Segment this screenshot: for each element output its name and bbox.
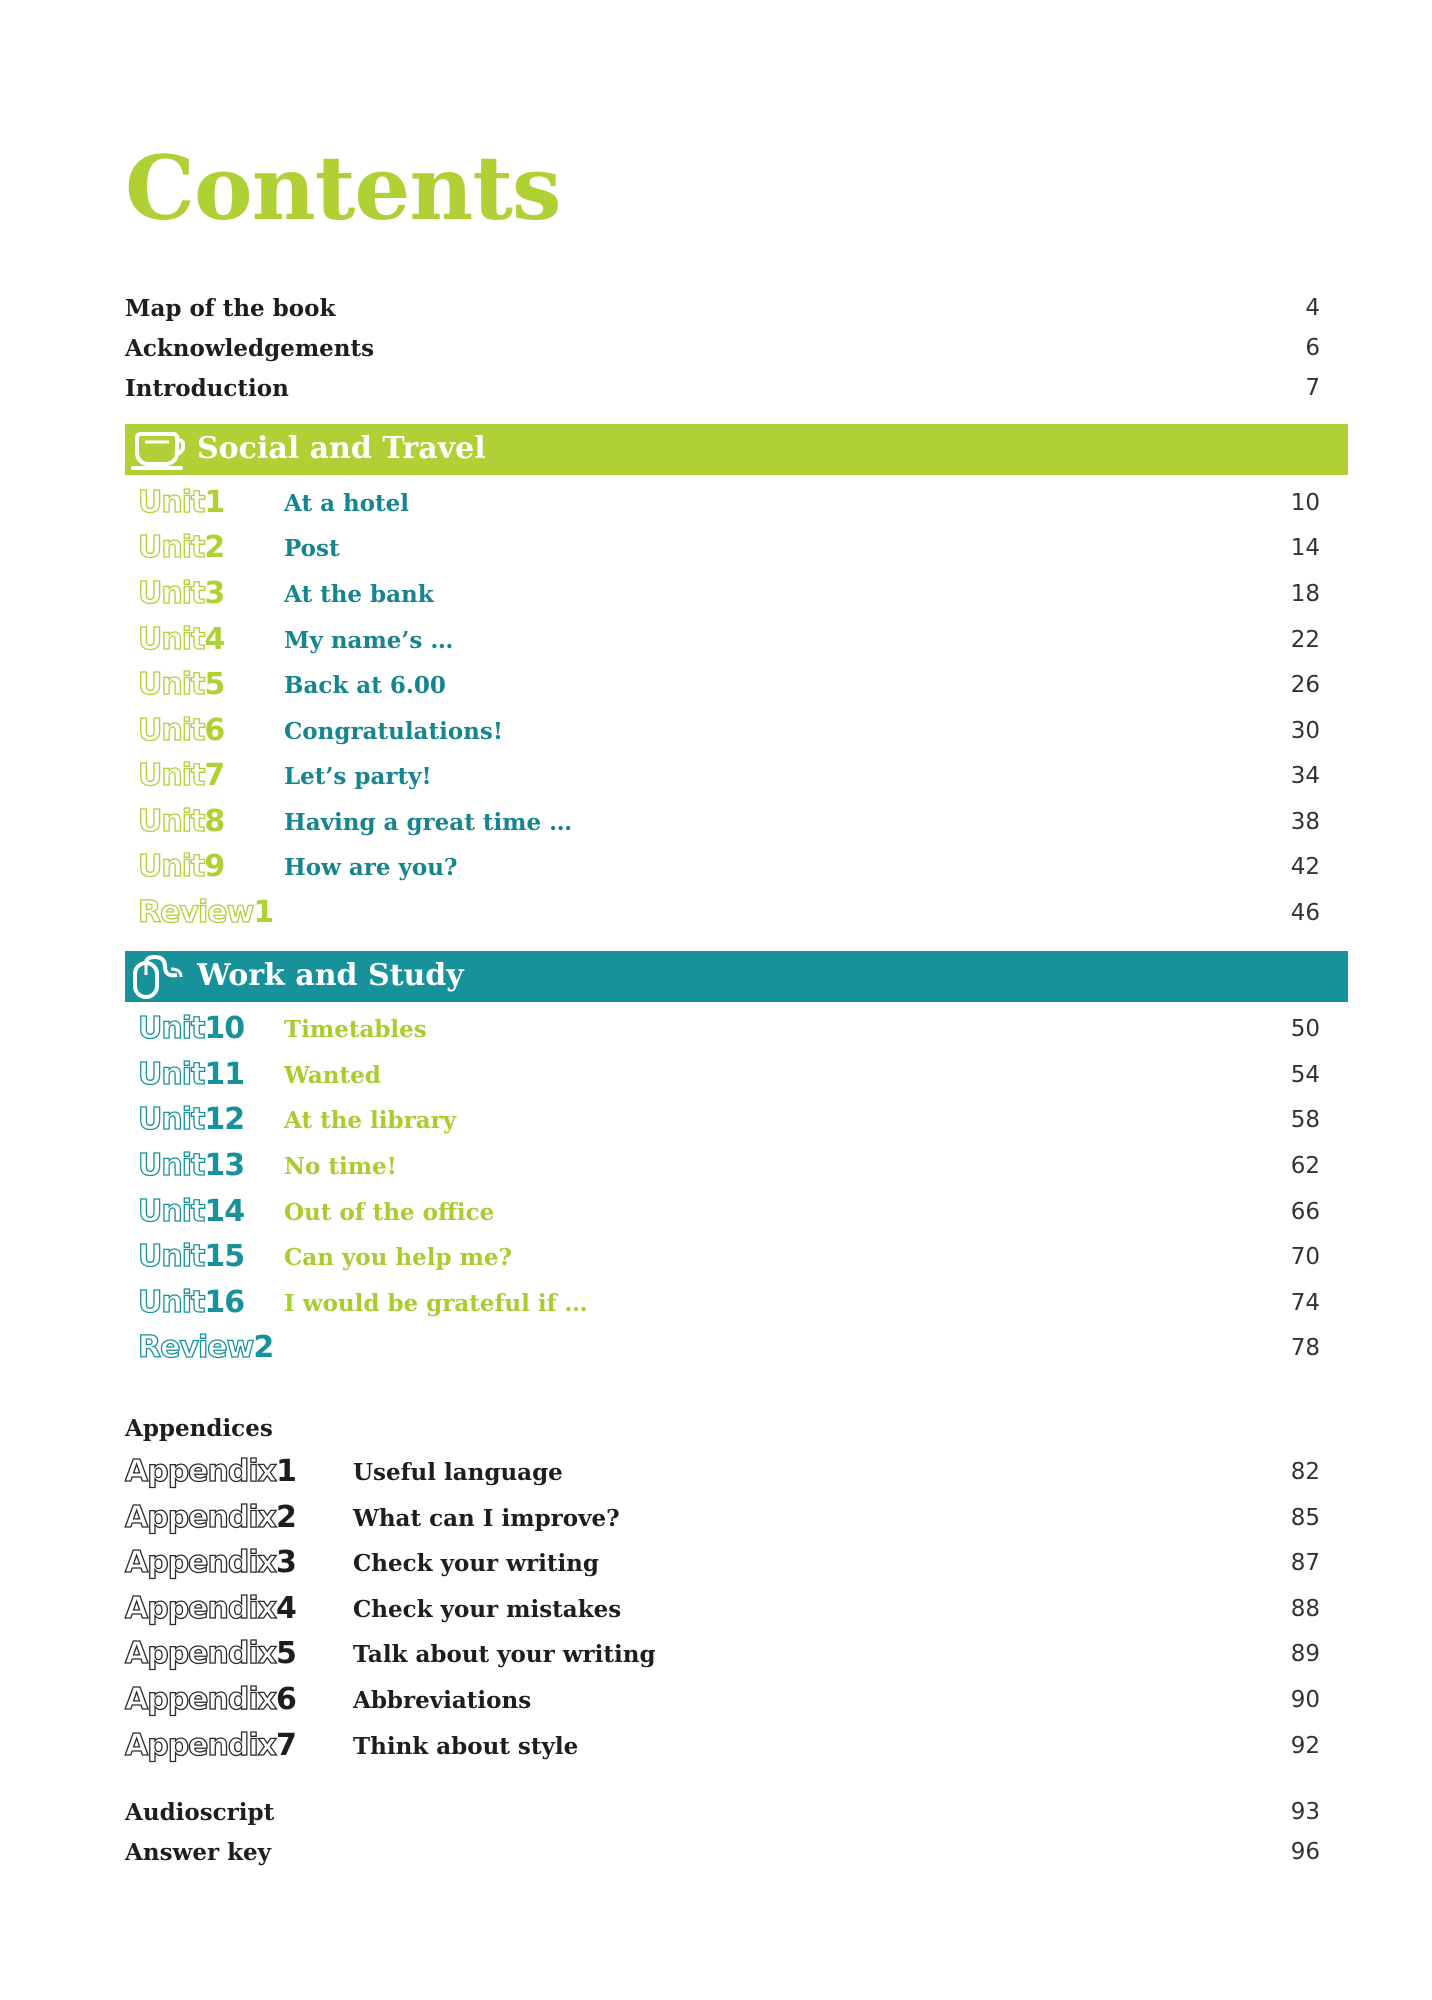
unit-number: Unit10 [138,1011,245,1046]
unit-row-13[interactable] [138,1146,1320,1190]
unit-number: Unit3 [138,576,225,611]
unit-page: 62 [1290,1153,1320,1179]
unit-row-5[interactable] [138,665,1320,709]
unit-row-1[interactable] [138,483,1320,527]
appendix-row-5[interactable] [125,1634,1320,1678]
unit-number: Unit15 [138,1239,245,1274]
unit-page: 54 [1290,1062,1320,1088]
appendix-row-3[interactable] [125,1543,1320,1587]
appendices-heading [125,1408,1320,1448]
review-row-1[interactable] [138,893,1320,937]
cup-icon [131,428,185,472]
unit-row-9[interactable] [138,847,1320,891]
unit-row-6[interactable] [138,711,1320,755]
unit-page: 46 [1290,900,1320,926]
unit-title: Can you help me? [284,1244,513,1271]
appendix-row-4[interactable] [125,1589,1320,1633]
unit-page: 38 [1290,809,1320,835]
unit-page: 78 [1290,1335,1320,1361]
unit-number: Unit7 [138,758,225,793]
toc-entry-label: Audioscript [125,1799,275,1826]
unit-row-14[interactable] [138,1192,1320,1236]
unit-page: 22 [1290,627,1320,653]
unit-number: Unit11 [138,1057,245,1092]
review-number: Review1 [138,895,274,930]
unit-row-3[interactable] [138,574,1320,618]
unit-page: 18 [1290,581,1320,607]
unit-number: Unit16 [138,1285,245,1320]
appendix-number: Appendix4 [125,1591,296,1626]
unit-row-10[interactable] [138,1009,1320,1053]
unit-row-11[interactable] [138,1055,1320,1099]
appendix-title: Useful language [353,1459,563,1486]
unit-title: My name’s … [284,627,454,654]
unit-page: 70 [1290,1244,1320,1270]
toc-entry-answer-key[interactable] [125,1832,1320,1872]
appendix-title: Abbreviations [353,1687,532,1714]
unit-page: 34 [1290,763,1320,789]
toc-entry-label: Map of the book [125,295,336,322]
toc-entry-page: 93 [1290,1799,1320,1825]
unit-page: 42 [1290,854,1320,880]
appendix-number: Appendix5 [125,1636,296,1671]
toc-entry-audioscript[interactable] [125,1792,1320,1832]
appendix-row-6[interactable] [125,1680,1320,1724]
appendix-number: Appendix2 [125,1500,296,1535]
unit-page: 50 [1290,1016,1320,1042]
unit-page: 66 [1290,1199,1320,1225]
unit-row-2[interactable] [138,528,1320,572]
unit-page: 30 [1290,718,1320,744]
section-title: Work and Study [197,958,464,993]
appendix-title: Talk about your writing [353,1641,656,1668]
toc-entry-page: 7 [1305,375,1320,401]
toc-entry-label: Acknowledgements [125,335,375,362]
review-row-2[interactable] [138,1328,1320,1372]
appendix-page: 90 [1290,1687,1320,1713]
appendix-number: Appendix7 [125,1728,296,1763]
appendix-row-1[interactable] [125,1452,1320,1496]
unit-title: Out of the office [284,1199,495,1226]
unit-row-16[interactable] [138,1283,1320,1327]
appendix-number: Appendix1 [125,1454,296,1489]
unit-title: Post [284,535,340,562]
unit-number: Unit2 [138,530,225,565]
section-title: Social and Travel [197,431,486,466]
unit-title: I would be grateful if … [284,1290,588,1317]
toc-entry-label: Introduction [125,375,289,402]
unit-number: Unit12 [138,1102,245,1137]
unit-number: Unit6 [138,713,225,748]
toc-entry-map-of-the-book[interactable] [125,288,1320,328]
unit-number: Unit13 [138,1148,245,1183]
unit-title: How are you? [284,854,458,881]
unit-title: No time! [284,1153,397,1180]
unit-title: Timetables [284,1016,427,1043]
unit-number: Unit4 [138,622,225,657]
appendices-heading-label: Appendices [125,1415,273,1442]
toc-entry-page: 4 [1305,295,1320,321]
unit-title: Back at 6.00 [284,672,446,699]
appendix-title: What can I improve? [353,1505,620,1532]
appendix-title: Think about style [353,1733,579,1760]
mouse-icon [131,955,185,999]
appendix-page: 87 [1290,1550,1320,1576]
appendix-page: 89 [1290,1641,1320,1667]
toc-entry-page: 6 [1305,335,1320,361]
appendix-row-7[interactable] [125,1726,1320,1770]
unit-title: At a hotel [284,490,410,517]
unit-number: Unit9 [138,849,225,884]
unit-title: Wanted [284,1062,381,1089]
review-number: Review2 [138,1330,274,1365]
unit-page: 58 [1290,1107,1320,1133]
appendix-number: Appendix3 [125,1545,296,1580]
toc-entry-page: 96 [1290,1839,1320,1865]
toc-entry-acknowledgements[interactable] [125,328,1320,368]
appendix-page: 82 [1290,1459,1320,1485]
unit-number: Unit8 [138,804,225,839]
appendix-page: 85 [1290,1505,1320,1531]
appendix-title: Check your mistakes [353,1596,622,1623]
unit-title: Having a great time … [284,809,573,836]
unit-number: Unit5 [138,667,225,702]
toc-entry-introduction[interactable] [125,368,1320,408]
unit-page: 10 [1290,490,1320,516]
unit-number: Unit14 [138,1194,245,1229]
unit-number: Unit1 [138,485,225,520]
toc-entry-label: Answer key [125,1839,272,1866]
unit-title: Let’s party! [284,763,432,790]
unit-row-8[interactable] [138,802,1320,846]
unit-title: At the bank [284,581,434,608]
appendix-title: Check your writing [353,1550,599,1577]
section-banner-social-and-travel [125,424,1348,475]
unit-page: 14 [1290,535,1320,561]
unit-row-7[interactable] [138,756,1320,800]
unit-title: Congratulations! [284,718,503,745]
unit-row-12[interactable] [138,1100,1320,1144]
unit-row-15[interactable] [138,1237,1320,1281]
page-title: Contents [125,136,561,240]
unit-page: 74 [1290,1290,1320,1316]
appendix-page: 92 [1290,1733,1320,1759]
section-banner-work-and-study [125,951,1348,1002]
unit-title: At the library [284,1107,457,1134]
appendix-row-2[interactable] [125,1498,1320,1542]
unit-page: 26 [1290,672,1320,698]
appendix-page: 88 [1290,1596,1320,1622]
unit-row-4[interactable] [138,620,1320,664]
appendix-number: Appendix6 [125,1682,296,1717]
